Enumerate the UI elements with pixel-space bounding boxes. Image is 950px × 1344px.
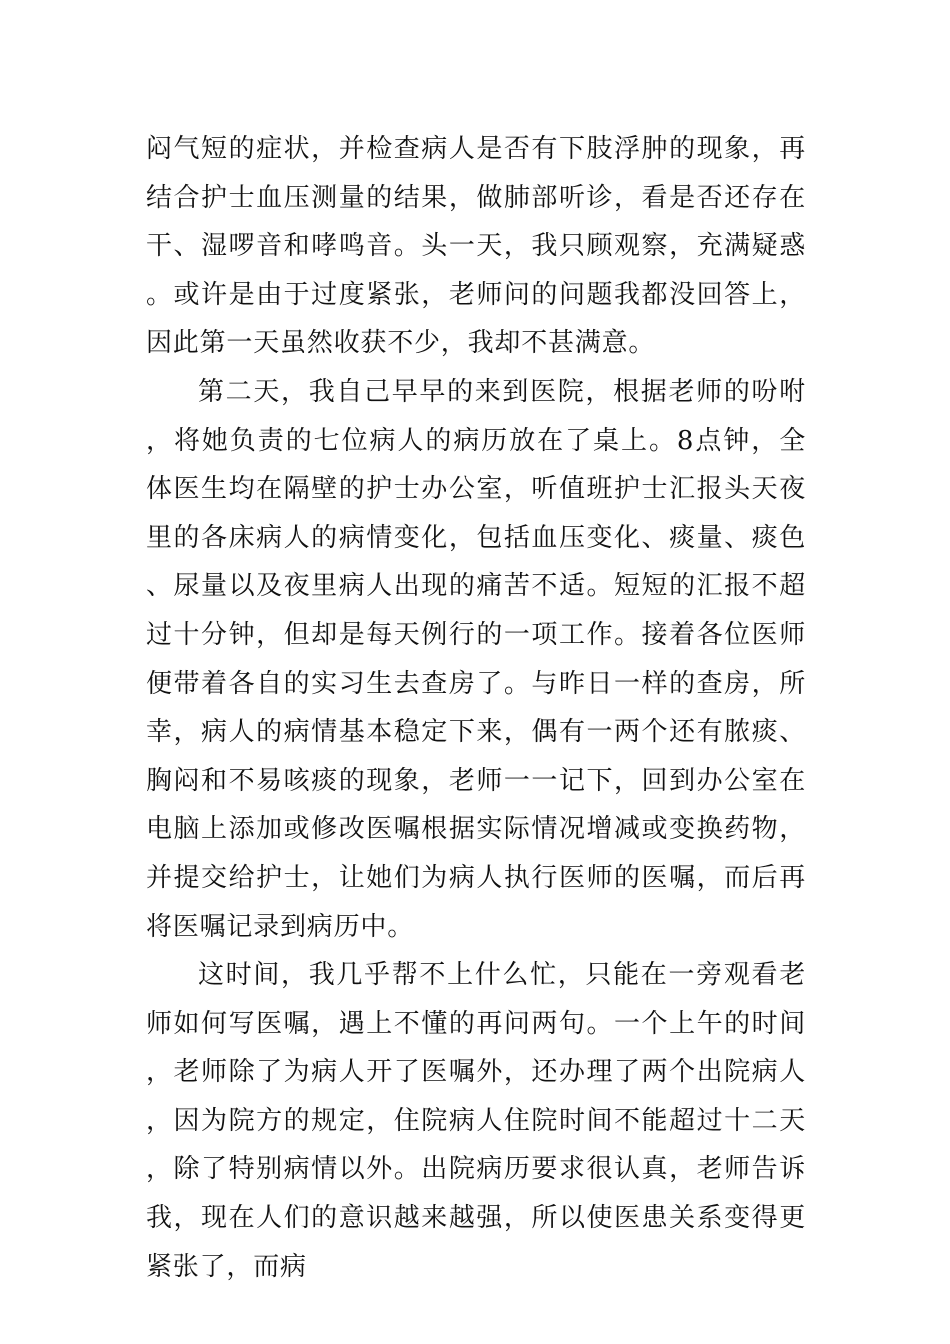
paragraph-3: 这时间，我几乎帮不上什么忙，只能在一旁观看老师如何写医嘱，遇上不懂的再问两句。一个上午的时间，老师除了为病人开了医嘱外，还办理了两个出院病人，因为院方的规定，住院病人住院时间不能超过十二天，除了特别病情以外。出院病历要求很认真，老师告诉我，现在人们的意识越来越强，所以使医患关系变得更紧张了，而病 bbox=[146, 960, 806, 1282]
paragraph-1: 闷气短的症状，并检查病人是否有下肢浮肿的现象，再结合护士血压测量的结果，做肺部听诊，看是否还存在干、湿啰音和哮鸣音。头一天，我只顾观察，充满疑惑。或许是由于过度紧张，老师问的问题我都没回答上，因此第一天虽然收获不少，我却不甚满意。 bbox=[146, 134, 806, 359]
body-text bbox=[146, 125, 806, 1291]
paragraph-2: 第二天，我自己早早的来到医院，根据老师的吩咐，将她负责的七位病人的病历放在了桌上。8点钟，全体医生均在隔壁的护士办公室，听值班护士汇报头天夜里的各床病人的病情变化，包括血压变化、痰量、痰色、尿量以及夜里病人出现的痛苦不适。短短的汇报不超过十分钟，但却是每天例行的一项工作。接着各位医师便带着各自的实习生去查房了。与昨日一样的查房，所幸，病人的病情基本稳定下来，偶有一两个还有脓痰、胸闷和不易咳痰的现象，老师一一记下，回到办公室在电脑上添加或修改医嘱根据实际情况增减或变换药物，并提交给护士，让她们为病人执行医师的医嘱，而后再将医嘱记录到病历中。 bbox=[146, 376, 806, 942]
